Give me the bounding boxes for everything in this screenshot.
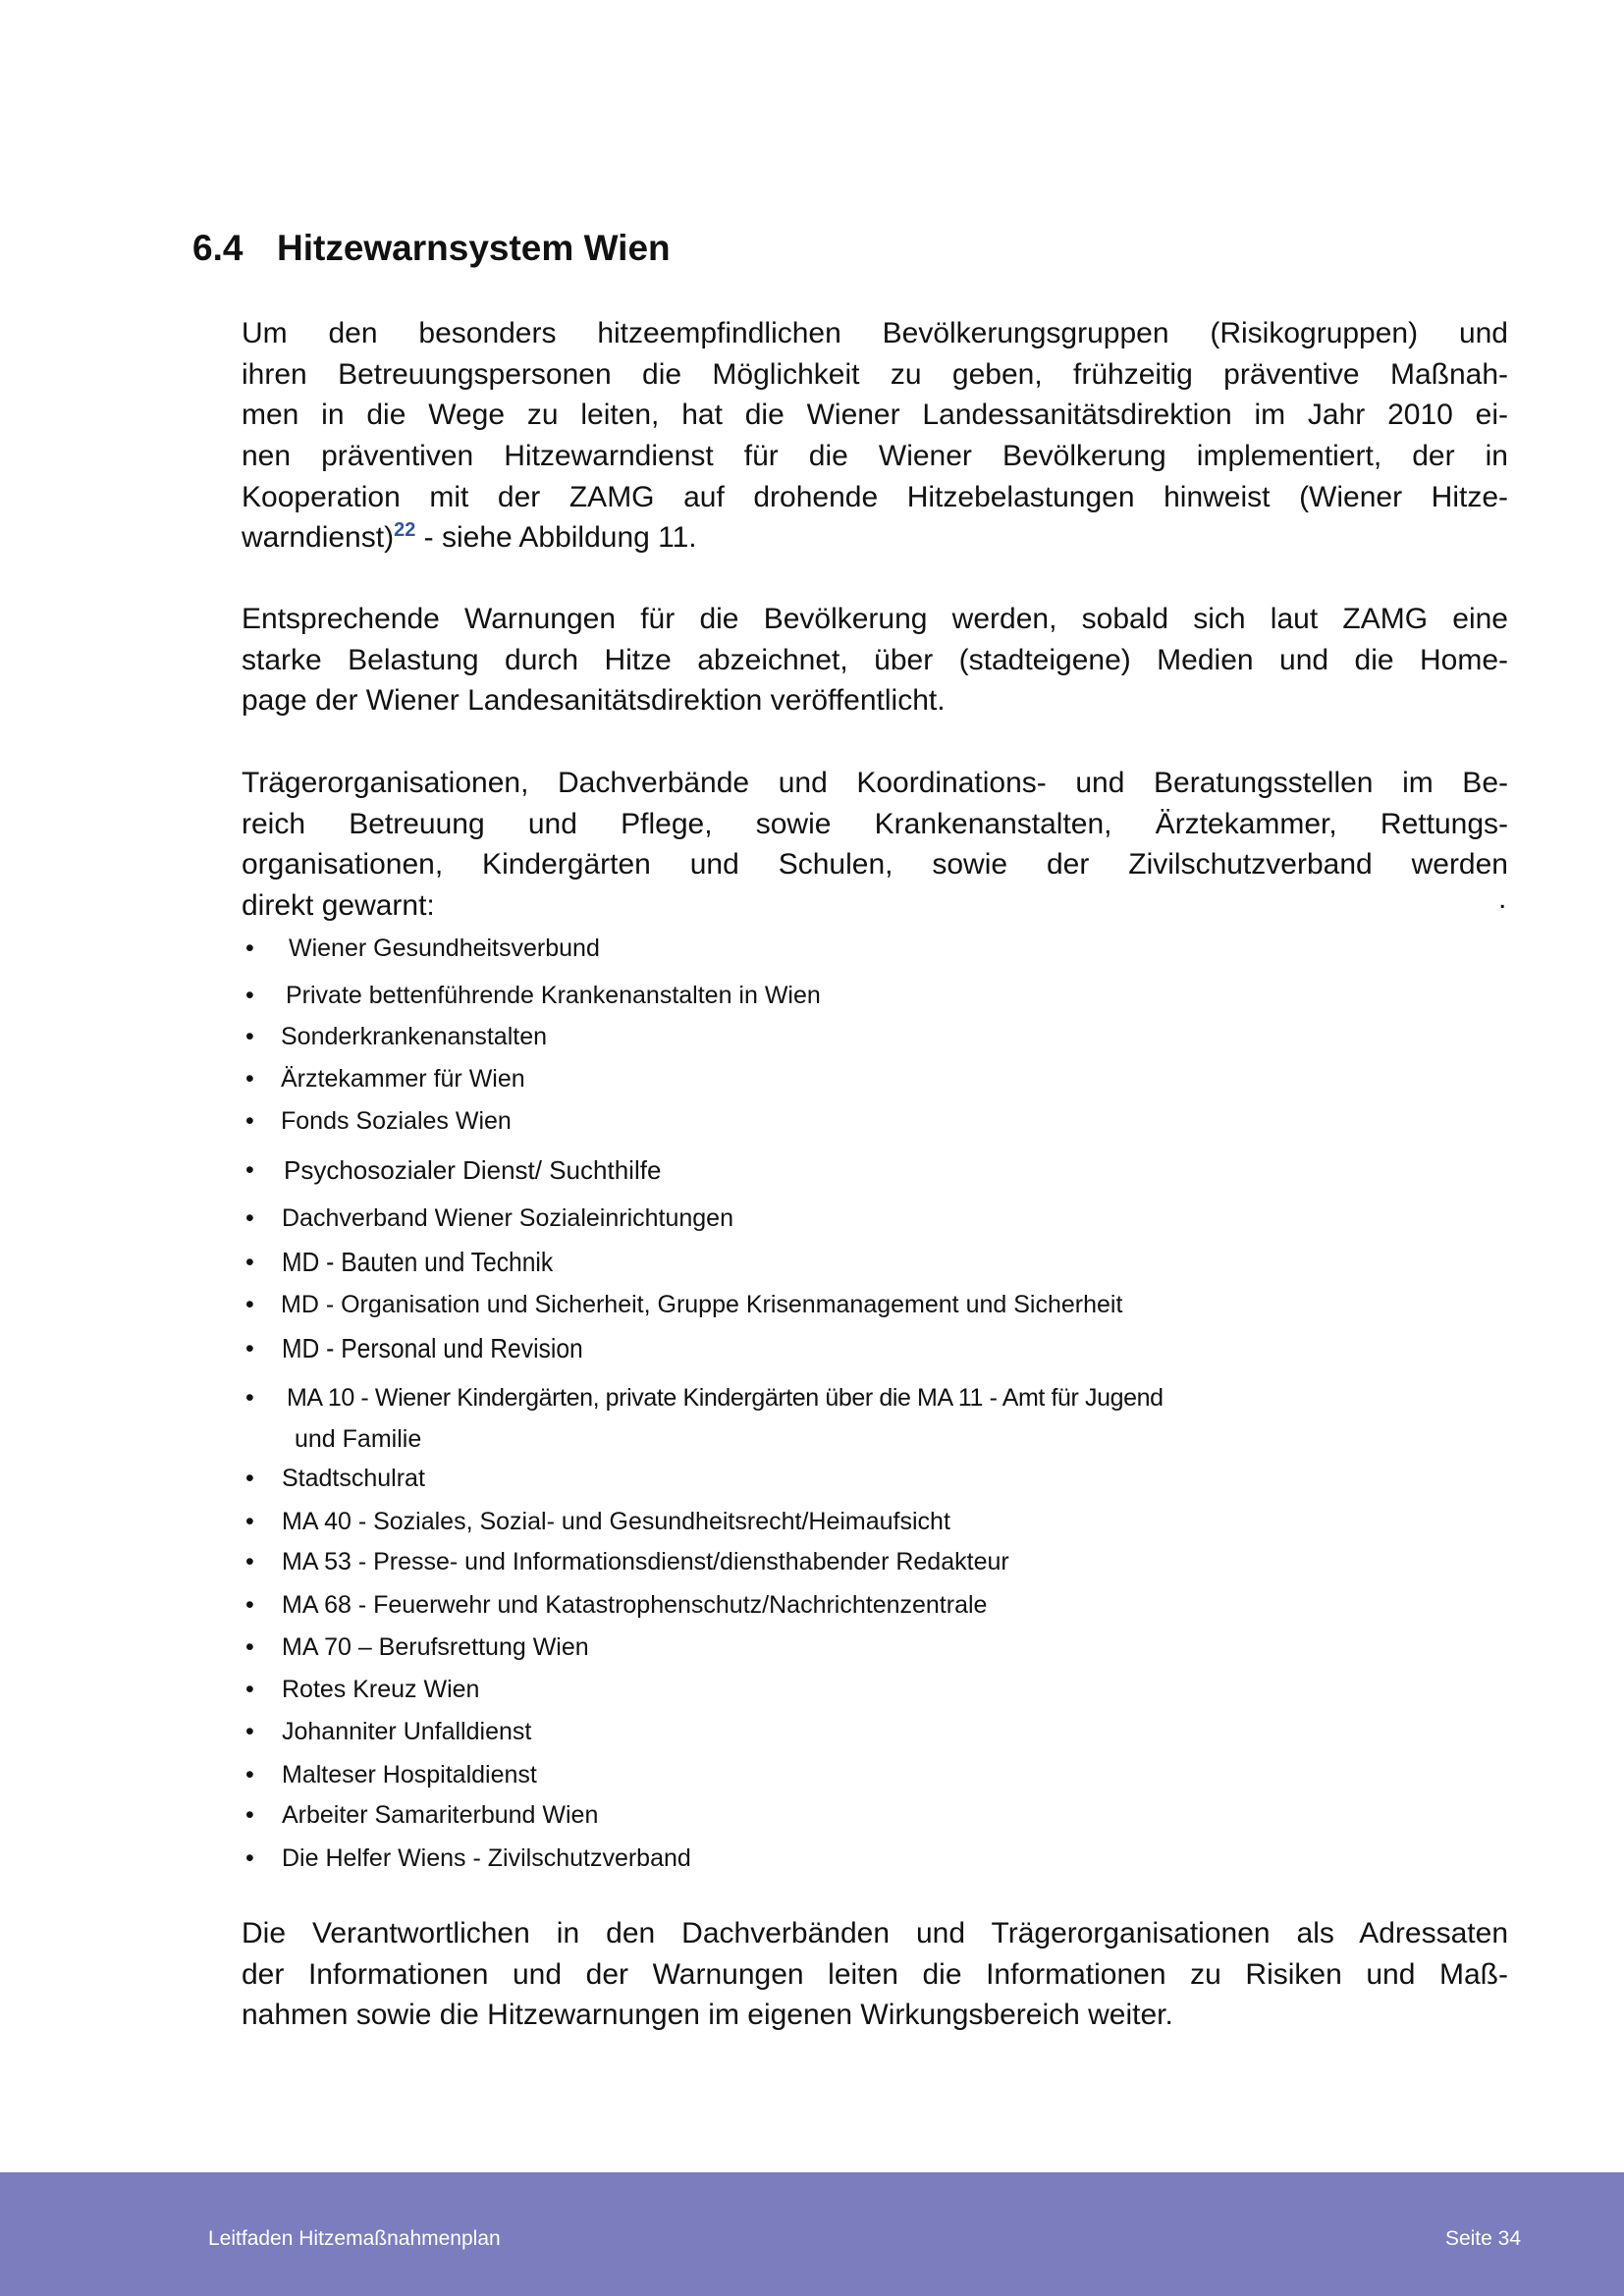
list-item-text: und Familie (295, 1425, 422, 1453)
text-line: organisationen, Kindergärten und Schulen, sowie der Zivilschutzverband werden (242, 848, 1508, 881)
bullet-icon: • (245, 1591, 254, 1619)
list-item-text: Rotes Kreuz Wien (282, 1676, 480, 1703)
text-line: starke Belastung durch Hitze abzeichnet, über (stadteigene) Medien und die Home- (242, 643, 1508, 676)
list-item-text: MD - Bauten und Technik (282, 1247, 554, 1277)
bullet-icon: • (245, 982, 254, 1009)
paragraph-organisations (242, 763, 1508, 927)
bullet-icon: • (245, 1718, 254, 1745)
text-line (242, 517, 1508, 559)
bullet-icon: • (245, 1065, 254, 1093)
bullet-icon: • (245, 1384, 254, 1412)
bullet-icon: • (245, 1023, 254, 1050)
text-line: direkt gewarnt: (242, 889, 435, 923)
bullet-icon: • (245, 1844, 254, 1872)
text-line: Trägerorganisationen, Dachverbände und Koordinations- und Beratungsstellen im Be- (242, 767, 1508, 799)
trailing-dot: . (1498, 882, 1507, 915)
footer-page-number: Seite 34 (1444, 2227, 1521, 2250)
list-item-text: MD - Organisation und Sicherheit, Gruppe Krisenmanagement und Sicherheit (281, 1291, 1123, 1318)
bullet-icon: • (245, 1204, 254, 1232)
text-line: ihren Betreuungspersonen die Möglichkeit zu geben, frühzeitig präventive Maßnah- (242, 357, 1508, 391)
list-item-text: MA 53 - Presse- und Informationsdienst/diensthabender Redakteur (282, 1548, 1009, 1575)
bullet-icon: • (245, 1801, 254, 1829)
list-item-text: MA 70 – Berufsrettung Wien (282, 1633, 589, 1661)
text-line: reich Betreuung und Pflege, sowie Krankenanstalten, Ärztekammer, Rettungs- (242, 807, 1508, 840)
paragraph-warnings (242, 599, 1508, 721)
list-item-text: Sonderkrankenanstalten (281, 1023, 548, 1050)
list-item-text: Private bettenführende Krankenanstalten in Wien (286, 982, 821, 1009)
list-item-text: Ärztekammer für Wien (281, 1065, 525, 1093)
text-line: nen präventiven Hitzewarndienst für die Wiener Bevölkerung implementiert, der in (242, 440, 1508, 473)
text-line: Um den besonders hitzeempfindlichen Bevölkerungsgruppen (Risikogruppen) und (242, 317, 1508, 349)
text-line: Die Verantwortlichen in den Dachverbänden und Trägerorganisationen als Adressaten (242, 1917, 1508, 1949)
list-item-text: Dachverband Wiener Sozialeinrichtungen (282, 1204, 733, 1232)
list-item-text: MA 10 - Wiener Kindergärten, private Kindergärten über die MA 11 - Amt für Jugend (287, 1384, 1164, 1412)
bullet-icon: • (245, 1548, 254, 1575)
list-item-text: Fonds Soziales Wien (281, 1107, 512, 1135)
bullet-icon: • (245, 1249, 254, 1276)
bullet-icon: • (245, 1156, 254, 1184)
text-line: nahmen sowie die Hitzewarnungen im eigenen Wirkungsbereich weiter. (242, 1999, 1173, 2032)
list-item-text: MA 40 - Soziales, Sozial- und Gesundheitsrecht/Heimaufsicht (282, 1508, 950, 1535)
bullet-icon: • (245, 1508, 254, 1535)
bullet-icon: • (245, 1107, 254, 1135)
bullet-icon: • (245, 934, 254, 962)
section-number: 6.4 (192, 228, 244, 268)
text-line: der Informationen und der Warnungen leiten die Informationen zu Risiken und Maß- (242, 1957, 1508, 1991)
text-span: - siehe Abbildung 11. (415, 521, 697, 555)
footer-document-title: Leitfaden Hitzemaßnahmenplan (208, 2227, 501, 2250)
bullet-icon: • (245, 1465, 254, 1492)
footnote-link[interactable]: 22 (394, 519, 416, 542)
section-title: Hitzewarnsystem Wien (277, 228, 671, 268)
list-item-text: Stadtschulrat (282, 1465, 425, 1492)
text-line: Entsprechende Warnungen für die Bevölkerung werden, sobald sich laut ZAMG eine (242, 603, 1508, 635)
text-line: men in die Wege zu leiten, hat die Wiener Landessanitätsdirektion im Jahr 2010 ei- (242, 399, 1508, 432)
list-item-text: MD - Personal und Revision (282, 1333, 583, 1363)
text-line: page der Wiener Landesanitätsdirektion veröffentlicht. (242, 684, 946, 718)
bullet-icon: • (245, 1676, 254, 1703)
list-item-text: Johanniter Unfalldienst (282, 1718, 532, 1745)
list-item-text: Die Helfer Wiens - Zivilschutzverband (282, 1844, 691, 1872)
text-span: warndienst) (242, 521, 395, 555)
bullet-icon: • (245, 1761, 254, 1789)
paragraph-responsibilities (242, 1913, 1508, 2036)
list-item-text: Arbeiter Samariterbund Wien (282, 1801, 599, 1829)
list-item-text: MA 68 - Feuerwehr und Katastrophenschutz/Nachrichtenzentrale (282, 1591, 988, 1619)
list-item-text: Wiener Gesundheitsverbund (289, 934, 600, 962)
paragraph-intro (242, 313, 1508, 559)
text-line: Kooperation mit der ZAMG auf drohende Hitzebelastungen hinweist (Wiener Hitze- (242, 480, 1508, 513)
bullet-icon: • (245, 1291, 254, 1318)
list-item-text: Malteser Hospitaldienst (282, 1761, 537, 1789)
page-footer (0, 2172, 1624, 2296)
bullet-icon: • (245, 1633, 254, 1661)
list-item-text: Psychosozialer Dienst/ Suchthilfe (284, 1155, 662, 1185)
bullet-icon: • (245, 1335, 254, 1362)
section-heading (192, 228, 671, 269)
